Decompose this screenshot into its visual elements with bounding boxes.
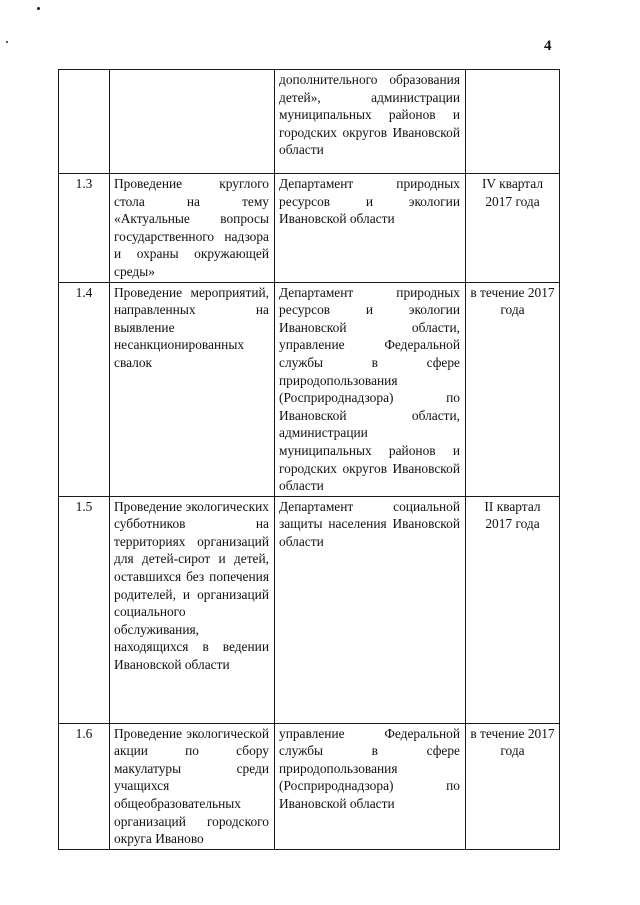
events-table [58,69,560,850]
page-number: 4 [544,38,552,54]
row-number: 1.3 [75,176,93,191]
event-cell [110,496,275,723]
date-text: в течение 2017 года [470,725,555,759]
executor-cell [275,496,466,723]
executor-text: Департамент природных ресурсов и экологии Ивановской области, управление Федеральной службы в сфере природопользования (Росприроднадзора) по Ивановской области, администрации муниципальных районов и городских округов Ивановской области [279,284,460,494]
row-number-cell [59,496,110,723]
event-text: Проведение экологической акции по сбору макулатуры среди учащихся общеобразовательных организаций городского округа Иваново [114,725,269,847]
date-cell [466,70,560,174]
event-text: Проведение экологических субботников на территориях организаций для детей-сирот и детей, оставшихся без попечения родителей, и организаций социального обслуживания, находящихся в ведении Ивановской области [114,498,269,673]
date-text: II квартал 2017 года [484,498,541,532]
executor-text: Департамент социальной защиты населения Ивановской области [279,498,460,549]
row-number: 1.5 [75,498,93,514]
executor-text: дополнительного образования детей», администрации муниципальных районов и городских округов Ивановской области [279,72,460,158]
table-row [59,723,560,849]
executor-cell [275,282,466,496]
row-number: 1.6 [75,725,93,741]
row-number-cell [59,723,110,849]
row-number: 1.4 [75,284,93,300]
date-text: IV квартал 2017 года [481,176,544,209]
date-cell [466,496,560,723]
date-cell [466,723,560,849]
date-text: в течение 2017 года [470,284,555,318]
event-text: Проведение мероприятий, направленных на выявление несанкционированных свалок [114,284,269,370]
table-row [59,70,560,174]
event-cell [110,174,275,283]
scan-speck [37,7,40,10]
table-row [59,282,560,496]
executor-text: Департамент природных ресурсов и экологии Ивановской области [279,176,460,227]
table-row [59,174,560,283]
executor-cell [275,723,466,849]
date-cell [466,282,560,496]
event-cell [110,282,275,496]
table-row [59,496,560,723]
executor-cell [275,174,466,283]
event-cell [110,70,275,174]
scan-speck [6,41,8,43]
row-number-cell [59,282,110,496]
event-text: Проведение круглого стола на тему «Актуальные вопросы государственного надзора и охраны окружающей среды» [114,176,269,279]
row-number-cell [59,70,110,174]
row-number-cell [59,174,110,283]
executor-text: управление Федеральной службы в сфере природопользования (Росприроднадзора) по Ивановской области [279,725,460,812]
event-cell [110,723,275,849]
executor-cell [275,70,466,174]
date-cell [466,174,560,283]
